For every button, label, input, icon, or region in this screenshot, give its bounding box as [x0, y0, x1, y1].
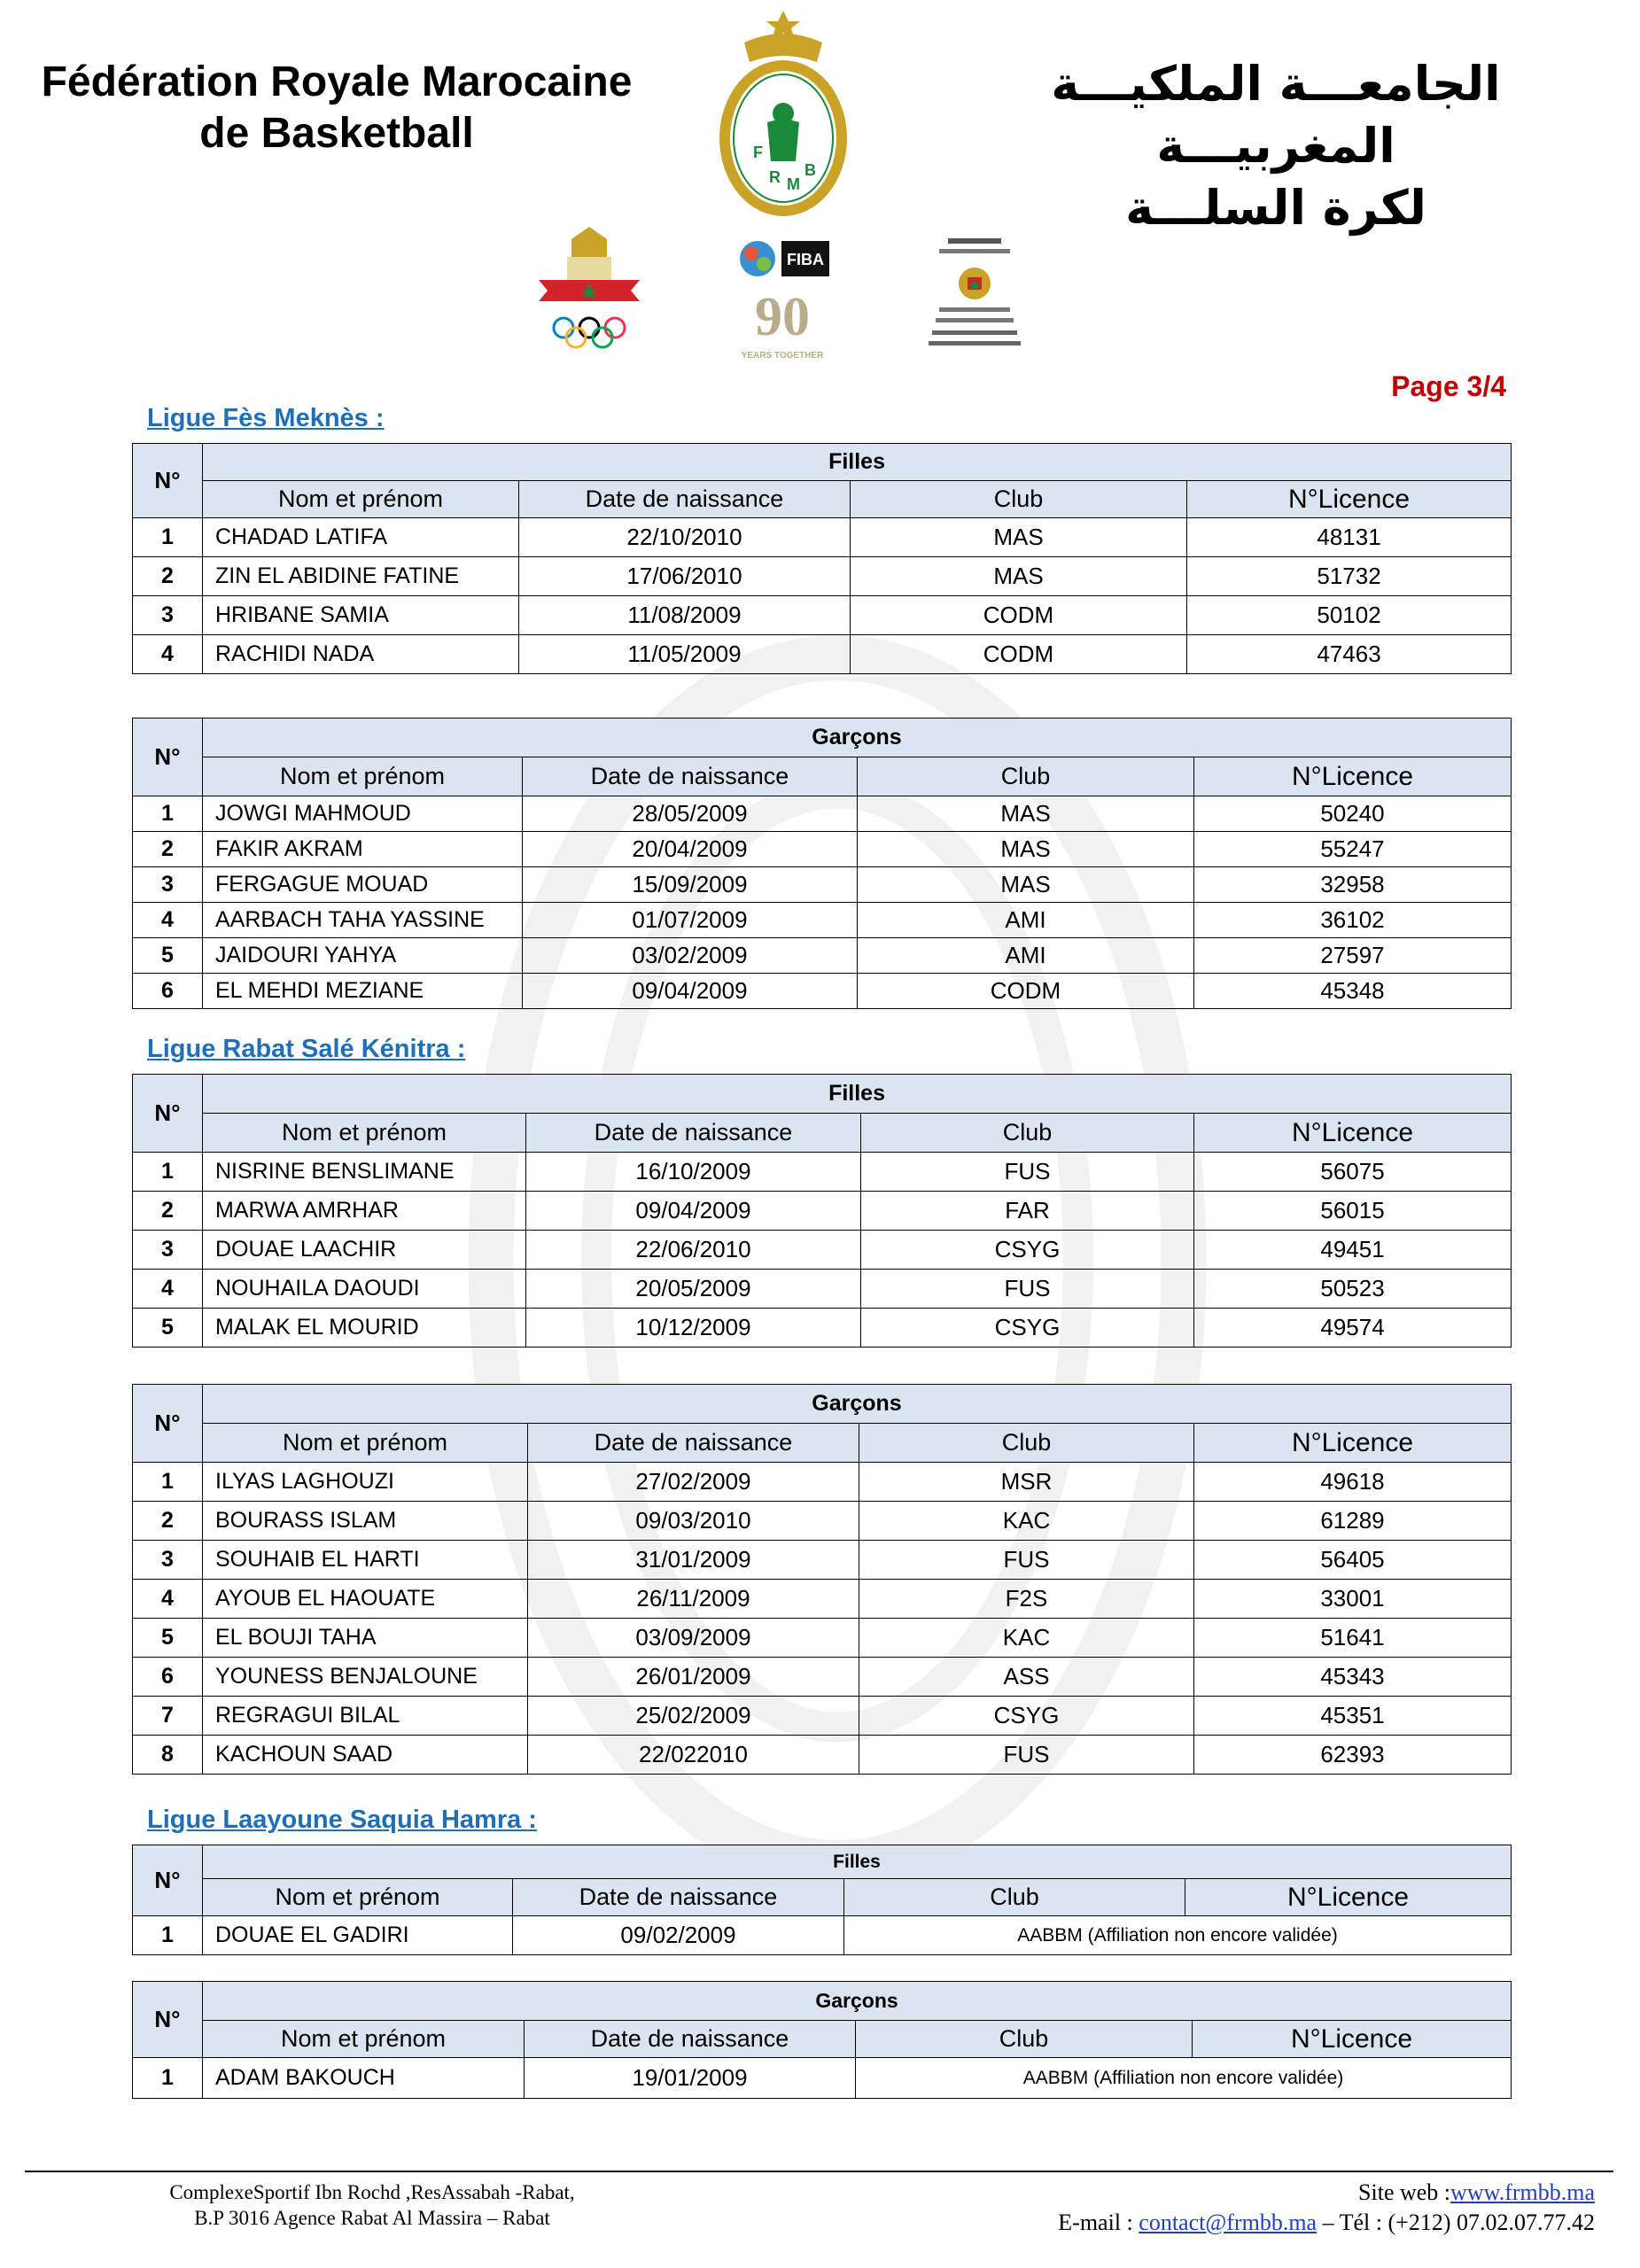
- table-row: [133, 1192, 1512, 1231]
- club: MSR: [859, 1463, 1194, 1502]
- birth-date: 22/022010: [528, 1736, 859, 1775]
- row-number: 1: [133, 518, 203, 557]
- club: MAS: [851, 557, 1187, 596]
- table-row: [133, 832, 1512, 867]
- col-header-num: N°: [133, 1982, 203, 2058]
- player-name: NISRINE BENSLIMANE: [203, 1153, 526, 1192]
- player-name: RACHIDI NADA: [203, 635, 519, 674]
- ligue-title-rabat-sale-kenitra: Ligue Rabat Salé Kénitra :: [147, 1035, 466, 1063]
- row-number: 2: [133, 1192, 203, 1231]
- col-header-licence: N°Licence: [1187, 481, 1512, 518]
- row-number: 1: [133, 1463, 203, 1502]
- table-row: [133, 596, 1512, 635]
- col-header-num: N°: [133, 718, 203, 796]
- col-header-club: Club: [858, 757, 1194, 796]
- footer-site-line: [886, 2178, 1595, 2208]
- player-name: DOUAE EL GADIRI: [203, 1916, 513, 1955]
- group-header-filles: Filles: [203, 444, 1512, 481]
- table-row: [133, 1736, 1512, 1775]
- club-affiliation-note: AABBM (Affiliation non encore validée): [856, 2058, 1512, 2099]
- fiba-anniversary-number: 90: [755, 287, 810, 347]
- birth-date: 09/04/2009: [526, 1192, 861, 1231]
- col-header-club: Club: [859, 1424, 1194, 1463]
- federation-name-ar-line1: الجامعـــة الملكيـــة المغربيـــة: [1051, 56, 1501, 174]
- footer-address: [106, 2179, 638, 2231]
- row-number: 7: [133, 1697, 203, 1736]
- group-header-garcons: Garçons: [203, 1385, 1512, 1424]
- club: FUS: [859, 1541, 1194, 1580]
- col-header-club: Club: [844, 1879, 1185, 1916]
- roster-table-fes-meknes-filles: [132, 443, 1512, 674]
- email-label: E-mail :: [1058, 2210, 1139, 2235]
- player-name: AARBACH TAHA YASSINE: [203, 903, 523, 938]
- roster-table-fes-meknes-garcons: [132, 718, 1512, 1009]
- table-row: [133, 1231, 1512, 1270]
- col-header-licence: N°Licence: [1193, 2021, 1512, 2058]
- licence-number: 45351: [1194, 1697, 1512, 1736]
- licence-number: 33001: [1194, 1580, 1512, 1619]
- roster-table-laayoune-garcons: [132, 1981, 1512, 2099]
- col-header-licence: N°Licence: [1185, 1879, 1512, 1916]
- table-row: [133, 1463, 1512, 1502]
- table-row: [133, 1541, 1512, 1580]
- group-header-garcons: Garçons: [203, 718, 1512, 757]
- licence-number: 48131: [1187, 518, 1512, 557]
- row-number: 4: [133, 635, 203, 674]
- row-number: 1: [133, 2058, 203, 2099]
- row-number: 3: [133, 1541, 203, 1580]
- group-header-garcons: Garçons: [203, 1982, 1512, 2021]
- birth-date: 22/06/2010: [526, 1231, 861, 1270]
- birth-date: 16/10/2009: [526, 1153, 861, 1192]
- row-number: 4: [133, 903, 203, 938]
- licence-number: 61289: [1194, 1502, 1512, 1541]
- licence-number: 45343: [1194, 1658, 1512, 1697]
- frmb-letter-b: B: [804, 161, 816, 179]
- row-number: 4: [133, 1580, 203, 1619]
- ministry-of-education-logo: [913, 235, 1037, 359]
- col-header-dob: Date de naissance: [526, 1114, 861, 1153]
- col-header-dob: Date de naissance: [519, 481, 851, 518]
- row-number: 5: [133, 1619, 203, 1658]
- player-name: ZIN EL ABIDINE FATINE: [203, 557, 519, 596]
- table-row: [133, 938, 1512, 974]
- row-number: 3: [133, 1231, 203, 1270]
- birth-date: 26/01/2009: [528, 1658, 859, 1697]
- row-number: 6: [133, 1658, 203, 1697]
- table-row: [133, 2058, 1512, 2099]
- player-name: FERGAGUE MOUAD: [203, 867, 523, 903]
- col-header-name: Nom et prénom: [203, 1114, 526, 1153]
- col-header-dob: Date de naissance: [523, 757, 858, 796]
- licence-number: 50102: [1187, 596, 1512, 635]
- birth-date: 09/04/2009: [523, 974, 858, 1009]
- col-header-name: Nom et prénom: [203, 757, 523, 796]
- olympic-committee-logo: [532, 221, 647, 354]
- club: MAS: [858, 832, 1194, 867]
- player-name: AYOUB EL HAOUATE: [203, 1580, 528, 1619]
- birth-date: 15/09/2009: [523, 867, 858, 903]
- player-name: DOUAE LAACHIR: [203, 1231, 526, 1270]
- player-name: EL BOUJI TAHA: [203, 1619, 528, 1658]
- roster-table-rabat-filles: [132, 1074, 1512, 1348]
- birth-date: 19/01/2009: [525, 2058, 856, 2099]
- col-header-licence: N°Licence: [1194, 1114, 1512, 1153]
- licence-number: 50523: [1194, 1270, 1512, 1309]
- player-name: FAKIR AKRAM: [203, 832, 523, 867]
- player-name: MARWA AMRHAR: [203, 1192, 526, 1231]
- club: FUS: [861, 1153, 1194, 1192]
- table-row: [133, 635, 1512, 674]
- row-number: 4: [133, 1270, 203, 1309]
- table-row: [133, 1309, 1512, 1348]
- col-header-licence: N°Licence: [1194, 757, 1512, 796]
- licence-number: 49451: [1194, 1231, 1512, 1270]
- licence-number: 56405: [1194, 1541, 1512, 1580]
- row-number: 5: [133, 938, 203, 974]
- row-number: 1: [133, 796, 203, 832]
- group-header-filles: Filles: [203, 1075, 1512, 1114]
- player-name: KACHOUN SAAD: [203, 1736, 528, 1775]
- table-row: [133, 1153, 1512, 1192]
- licence-number: 50240: [1194, 796, 1512, 832]
- licence-number: 51641: [1194, 1619, 1512, 1658]
- row-number: 2: [133, 832, 203, 867]
- birth-date: 01/07/2009: [523, 903, 858, 938]
- club: CSYG: [861, 1309, 1194, 1348]
- club: KAC: [859, 1619, 1194, 1658]
- birth-date: 27/02/2009: [528, 1463, 859, 1502]
- col-header-name: Nom et prénom: [203, 1424, 528, 1463]
- table-row: [133, 974, 1512, 1009]
- birth-date: 09/02/2009: [513, 1916, 844, 1955]
- licence-number: 32958: [1194, 867, 1512, 903]
- footer-address-line1: ComplexeSportif Ibn Rochd ,ResAssabah -Rabat,: [169, 2181, 575, 2203]
- phone-text: – Tél : (+212) 07.02.07.77.42: [1317, 2210, 1595, 2235]
- footer-address-line2: B.P 3016 Agence Rabat Al Massira – Rabat: [194, 2207, 550, 2229]
- club: FUS: [861, 1270, 1194, 1309]
- club: ASS: [859, 1658, 1194, 1697]
- licence-number: 51732: [1187, 557, 1512, 596]
- col-header-dob: Date de naissance: [513, 1879, 844, 1916]
- player-name: MALAK EL MOURID: [203, 1309, 526, 1348]
- licence-number: 47463: [1187, 635, 1512, 674]
- table-row: [133, 1502, 1512, 1541]
- col-header-name: Nom et prénom: [203, 481, 519, 518]
- page-number: Page 3/4: [1391, 370, 1506, 402]
- row-number: 2: [133, 1502, 203, 1541]
- club: MAS: [858, 867, 1194, 903]
- club: CSYG: [861, 1231, 1194, 1270]
- frmb-letter-m: M: [787, 175, 800, 193]
- col-header-num: N°: [133, 444, 203, 518]
- club: AMI: [858, 903, 1194, 938]
- site-label: Site web :: [1358, 2179, 1451, 2205]
- row-number: 1: [133, 1916, 203, 1955]
- club: FUS: [859, 1736, 1194, 1775]
- club: CSYG: [859, 1697, 1194, 1736]
- col-header-num: N°: [133, 1845, 203, 1916]
- club: KAC: [859, 1502, 1194, 1541]
- footer-divider: [25, 2171, 1613, 2172]
- birth-date: 28/05/2009: [523, 796, 858, 832]
- ligue-title-laayoune-saquia-hamra: Ligue Laayoune Saquia Hamra :: [147, 1806, 537, 1834]
- licence-number: 56015: [1194, 1192, 1512, 1231]
- licence-number: 62393: [1194, 1736, 1512, 1775]
- col-header-num: N°: [133, 1075, 203, 1153]
- player-name: SOUHAIB EL HARTI: [203, 1541, 528, 1580]
- licence-number: 49574: [1194, 1309, 1512, 1348]
- player-name: BOURASS ISLAM: [203, 1502, 528, 1541]
- table-row: [133, 796, 1512, 832]
- birth-date: 09/03/2010: [528, 1502, 859, 1541]
- row-number: 3: [133, 867, 203, 903]
- col-header-name: Nom et prénom: [203, 1879, 513, 1916]
- club: AMI: [858, 938, 1194, 974]
- player-name: CHADAD LATIFA: [203, 518, 519, 557]
- federation-name-fr: [27, 57, 647, 159]
- birth-date: 31/01/2009: [528, 1541, 859, 1580]
- club: F2S: [859, 1580, 1194, 1619]
- player-name: HRIBANE SAMIA: [203, 596, 519, 635]
- site-link[interactable]: www.frmbb.ma: [1450, 2179, 1595, 2205]
- table-row: [133, 867, 1512, 903]
- col-header-num: N°: [133, 1385, 203, 1463]
- licence-number: 45348: [1194, 974, 1512, 1009]
- table-row: [133, 1697, 1512, 1736]
- table-row: [133, 903, 1512, 938]
- federation-name-ar-line2: لكرة السلـــة: [1125, 180, 1426, 236]
- frmb-letter-f: F: [753, 144, 763, 161]
- frmb-emblem-logo: [709, 7, 858, 221]
- row-number: 2: [133, 557, 203, 596]
- table-row: [133, 557, 1512, 596]
- player-name: ILYAS LAGHOUZI: [203, 1463, 528, 1502]
- licence-number: 49618: [1194, 1463, 1512, 1502]
- birth-date: 20/04/2009: [523, 832, 858, 867]
- col-header-name: Nom et prénom: [203, 2021, 525, 2058]
- club-affiliation-note: AABBM (Affiliation non encore validée): [844, 1916, 1512, 1955]
- birth-date: 03/09/2009: [528, 1619, 859, 1658]
- licence-number: 56075: [1194, 1153, 1512, 1192]
- birth-date: 22/10/2010: [519, 518, 851, 557]
- row-number: 1: [133, 1153, 203, 1192]
- birth-date: 11/08/2009: [519, 596, 851, 635]
- federation-name-fr-line1: Fédération Royale Marocaine: [41, 58, 633, 105]
- row-number: 6: [133, 974, 203, 1009]
- table-row: [133, 1270, 1512, 1309]
- birth-date: 25/02/2009: [528, 1697, 859, 1736]
- player-name: ADAM BAKOUCH: [203, 2058, 525, 2099]
- player-name: YOUNESS BENJALOUNE: [203, 1658, 528, 1697]
- col-header-club: Club: [861, 1114, 1194, 1153]
- row-number: 5: [133, 1309, 203, 1348]
- roster-table-rabat-garcons: [132, 1384, 1512, 1775]
- club: CODM: [851, 596, 1187, 635]
- row-number: 3: [133, 596, 203, 635]
- federation-name-fr-line2: de Basketball: [199, 110, 474, 157]
- group-header-filles: Filles: [203, 1845, 1512, 1879]
- footer-contact: [886, 2178, 1595, 2238]
- col-header-club: Club: [851, 481, 1187, 518]
- footer-contact-line: [886, 2208, 1595, 2238]
- player-name: REGRAGUI BILAL: [203, 1697, 528, 1736]
- club: MAS: [858, 796, 1194, 832]
- email-link[interactable]: contact@frmbb.ma: [1139, 2210, 1317, 2235]
- club: FAR: [861, 1192, 1194, 1231]
- frmb-letter-r: R: [769, 168, 781, 186]
- ligue-title-fes-meknes: Ligue Fès Meknès :: [147, 404, 385, 432]
- roster-table-laayoune-filles: [132, 1845, 1512, 1955]
- birth-date: 20/05/2009: [526, 1270, 861, 1309]
- fiba-90-years-logo: [734, 239, 831, 363]
- fiba-tagline: YEARS TOGETHER: [741, 351, 824, 361]
- licence-number: 36102: [1194, 903, 1512, 938]
- club: CODM: [858, 974, 1194, 1009]
- player-name: JAIDOURI YAHYA: [203, 938, 523, 974]
- birth-date: 03/02/2009: [523, 938, 858, 974]
- birth-date: 11/05/2009: [519, 635, 851, 674]
- table-row: [133, 1619, 1512, 1658]
- row-number: 8: [133, 1736, 203, 1775]
- birth-date: 10/12/2009: [526, 1309, 861, 1348]
- birth-date: 17/06/2010: [519, 557, 851, 596]
- licence-number: 55247: [1194, 832, 1512, 867]
- col-header-licence: N°Licence: [1194, 1424, 1512, 1463]
- federation-name-ar: [975, 53, 1577, 239]
- player-name: EL MEHDI MEZIANE: [203, 974, 523, 1009]
- table-row: [133, 1580, 1512, 1619]
- club: CODM: [851, 635, 1187, 674]
- player-name: NOUHAILA DAOUDI: [203, 1270, 526, 1309]
- fiba-badge-text: FIBA: [787, 251, 824, 268]
- col-header-dob: Date de naissance: [525, 2021, 856, 2058]
- player-name: JOWGI MAHMOUD: [203, 796, 523, 832]
- col-header-dob: Date de naissance: [528, 1424, 859, 1463]
- table-row: [133, 518, 1512, 557]
- club: MAS: [851, 518, 1187, 557]
- col-header-club: Club: [856, 2021, 1193, 2058]
- birth-date: 26/11/2009: [528, 1580, 859, 1619]
- table-row: [133, 1658, 1512, 1697]
- table-row: [133, 1916, 1512, 1955]
- licence-number: 27597: [1194, 938, 1512, 974]
